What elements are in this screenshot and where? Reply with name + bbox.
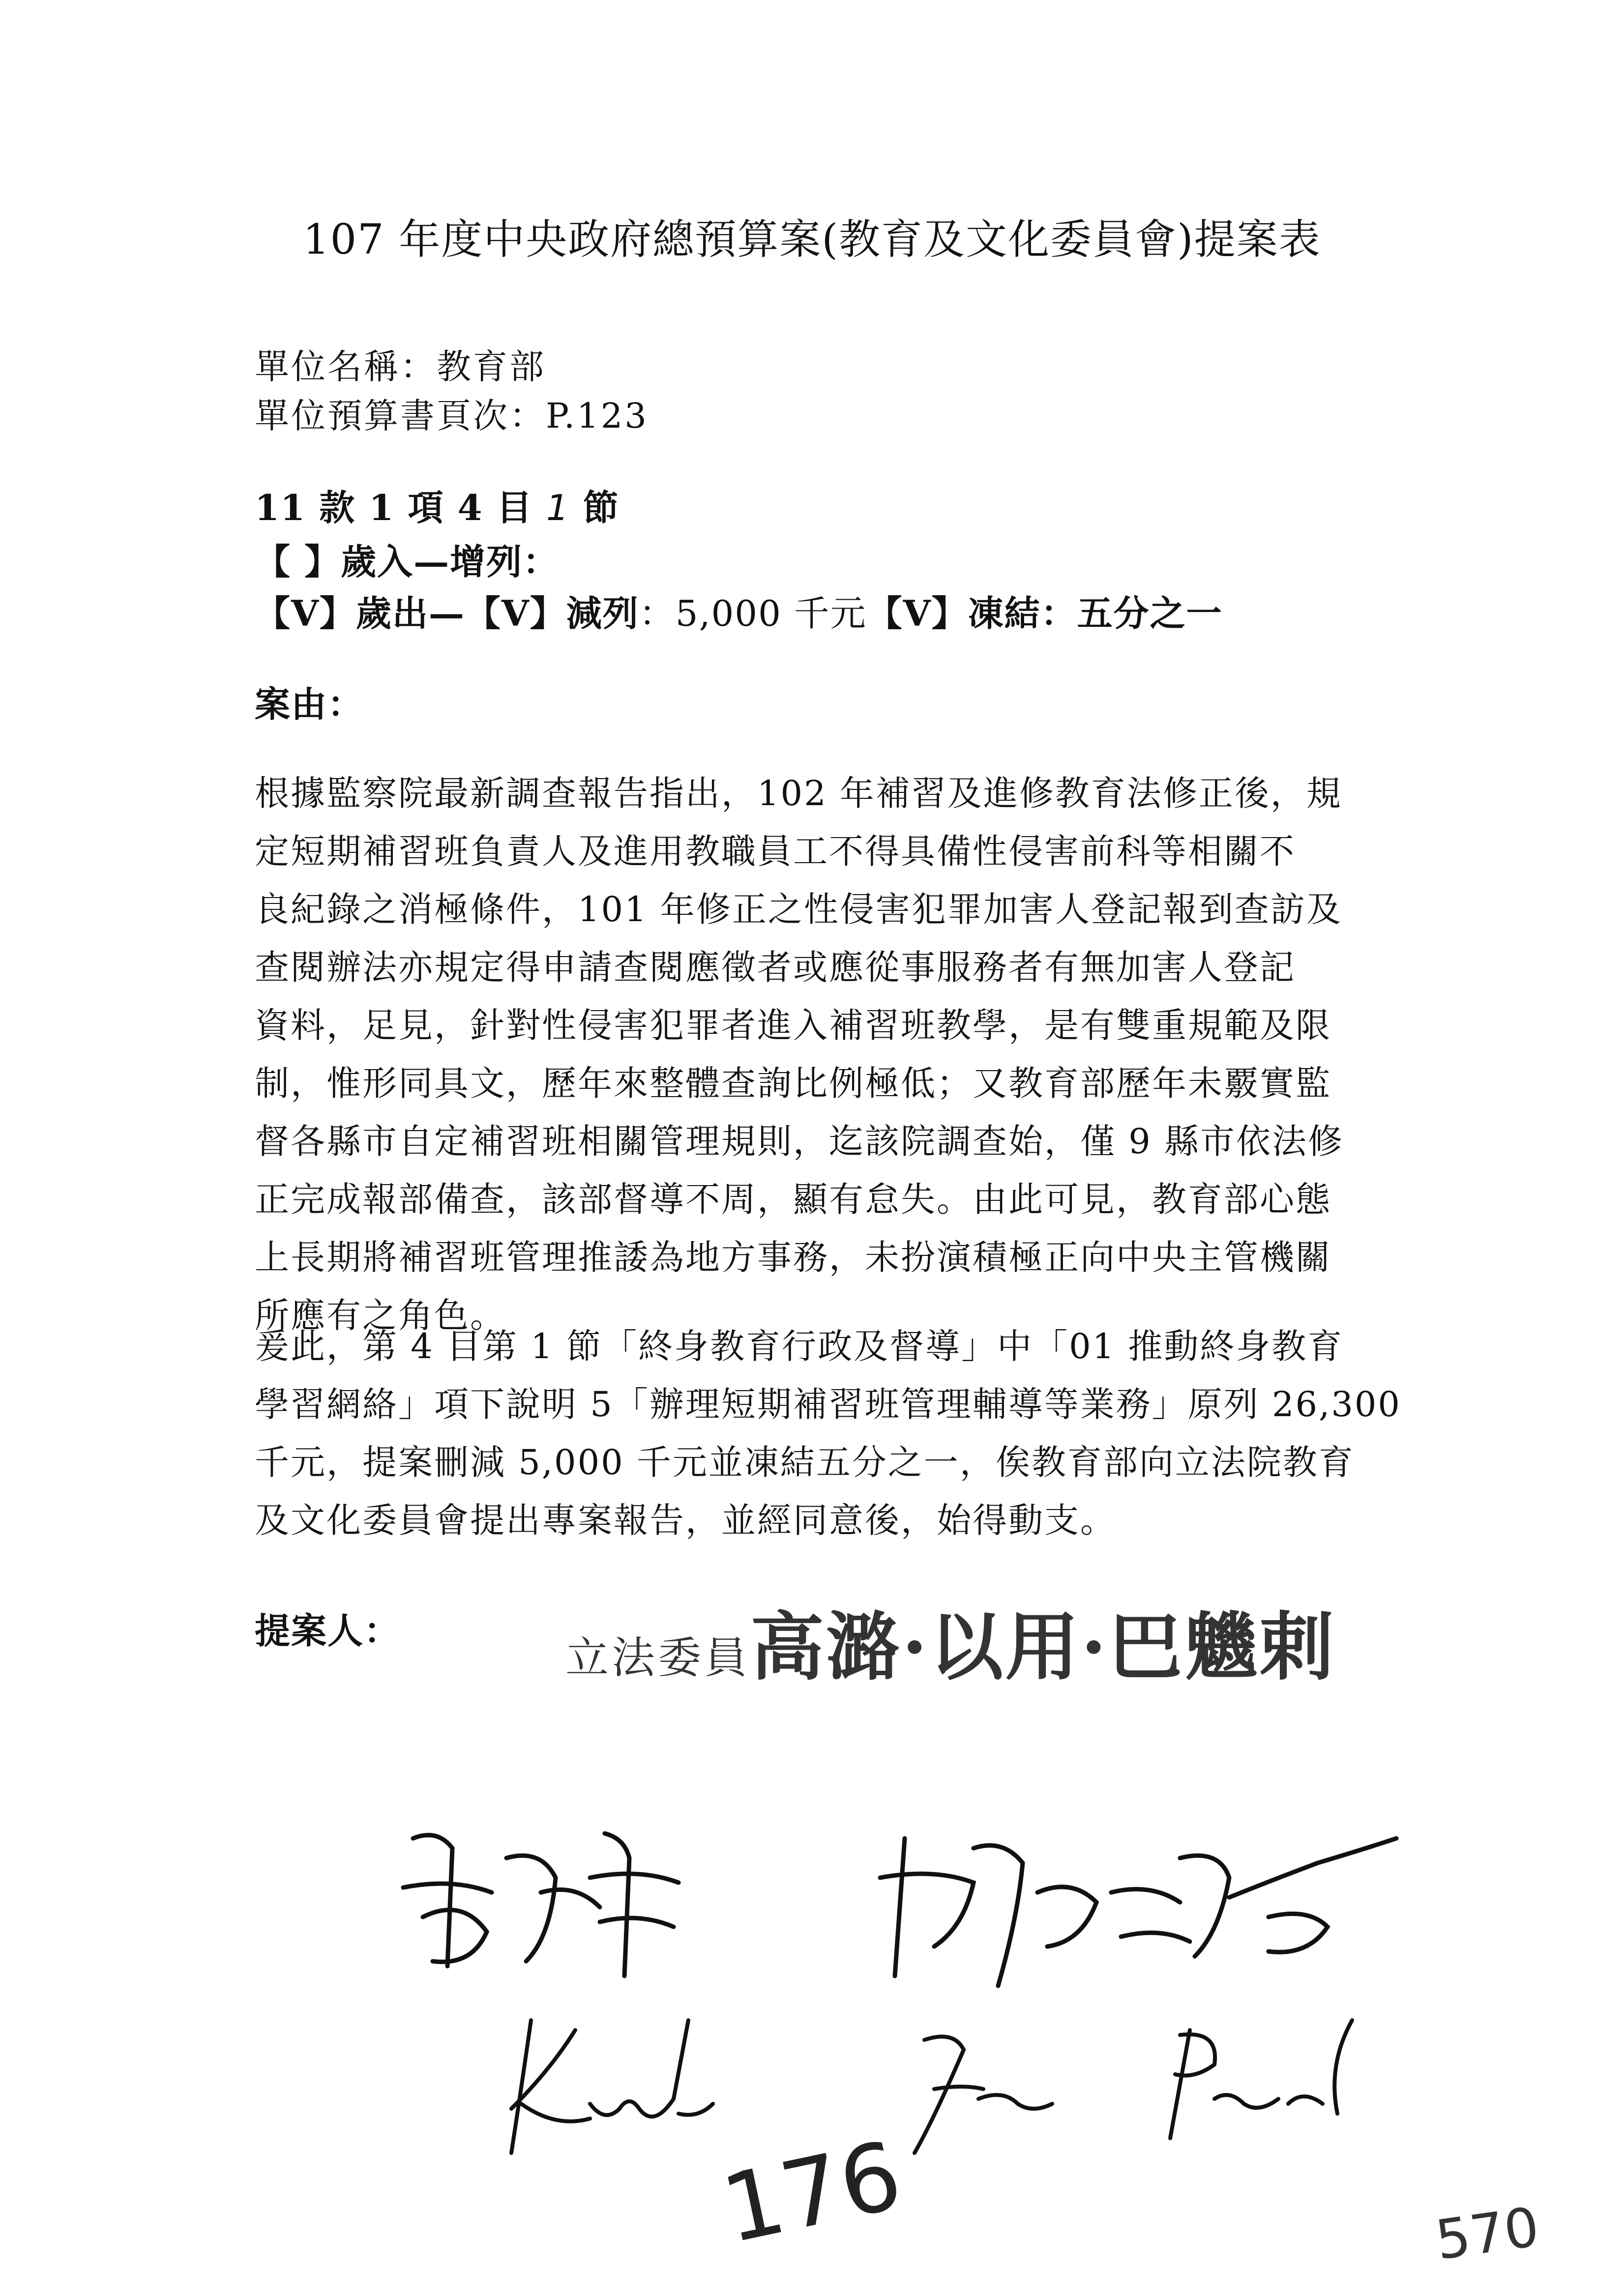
revenue-label: 歲入—增列：: [341, 541, 560, 582]
document-title: 107 年度中央政府總預算案(教育及文化委員會)提案表: [303, 215, 1321, 263]
reason-paragraph-1-line: 定短期補習班負責人及進用教職員工不得具備性侵害前科等相關不: [255, 831, 1296, 872]
expenditure-label: 歲出—: [355, 592, 465, 634]
signature-3: [492, 1991, 1426, 2180]
reason-paragraph-1-line: 制，惟形同具文，歷年來整體查詢比例極低；又教育部歷年未覈實監: [255, 1063, 1331, 1104]
freeze-label: 凍結：五分之一: [968, 592, 1223, 634]
reduction-amount: ：5,000 千元: [639, 593, 867, 634]
handwritten-corner-number: 570: [1432, 2195, 1543, 2272]
reason-paragraph-1-line: 所應有之角色。: [255, 1295, 506, 1336]
reason-paragraph-1-line: 上長期將補習班管理推諉為地方事務，未扮演積極正向中央主管機關: [255, 1237, 1331, 1278]
reason-paragraph-1-line: 良紀錄之消極條件，101 年修正之性侵害犯罪加害人登記報到查訪及: [255, 889, 1342, 930]
stamp-name: 高潞·以用·巴魕剌: [750, 1604, 1336, 1690]
handwritten-section-number: 1: [546, 487, 570, 528]
reason-paragraph-2-line: 學習網絡」項下說明 5「辦理短期補習班管理輔導等業務」原列 26,300: [255, 1384, 1401, 1424]
reduction-checkbox: 【V】: [465, 592, 566, 634]
signature-2: [875, 1819, 1416, 2007]
reason-heading: 案由：: [255, 683, 364, 725]
budget-item-suffix: 節: [583, 487, 620, 528]
reason-paragraph-2-line: 千元，提案刪減 5,000 千元並凍結五分之一，俟教育部向立法院教育: [255, 1442, 1355, 1482]
reason-paragraph-2-line: 及文化委員會提出專案報告，並經同意後，始得動支。: [255, 1500, 1116, 1540]
legislator-stamp: [565, 1588, 1335, 1694]
signature-1: [393, 1819, 698, 1998]
budget-page-ref: 單位預算書頁次：P.123: [255, 396, 649, 436]
budget-item-line: [255, 479, 620, 530]
reason-paragraph-1-line: 督各縣市自定補習班相關管理規則，迄該院調查始，僅 9 縣市依法修: [255, 1121, 1344, 1162]
reason-paragraph-1-line: 根據監察院最新調查報告指出，102 年補習及進修教育法修正後，規: [255, 773, 1342, 814]
reason-paragraph-1-line: 資料，足見，針對性侵害犯罪者進入補習班教學，是有雙重規範及限: [255, 1005, 1331, 1046]
reason-paragraph-2-line: 爰此，第 4 目第 1 節「終身教育行政及督導」中「01 推動終身教育: [255, 1326, 1344, 1366]
reason-paragraph-1: [255, 764, 1386, 1344]
handwritten-page-number: 176: [713, 2121, 911, 2265]
reason-paragraph-1-line: 查閱辦法亦規定得申請查閱應徵者或應從事服務者有無加害人登記: [255, 947, 1296, 988]
budget-item-code: 11 款 1 項 4 目: [255, 487, 533, 528]
reason-paragraph-2: [255, 1317, 1401, 1549]
revenue-checkbox: 【 】: [255, 541, 341, 582]
freeze-checkbox: 【V】: [866, 592, 968, 634]
reduction-label: 減列: [566, 592, 639, 634]
revenue-line: [255, 533, 559, 584]
expenditure-checkbox: 【V】: [255, 592, 356, 634]
stamp-prefix: 立法委員: [565, 1632, 751, 1683]
unit-name: 單位名稱：教育部: [255, 347, 546, 387]
proposer-label: 提案人：: [255, 1610, 401, 1652]
reason-paragraph-1-line: 正完成報部備查，該部督導不周，顯有怠失。由此可見，教育部心態: [255, 1179, 1331, 1220]
expenditure-line: [255, 585, 1223, 636]
